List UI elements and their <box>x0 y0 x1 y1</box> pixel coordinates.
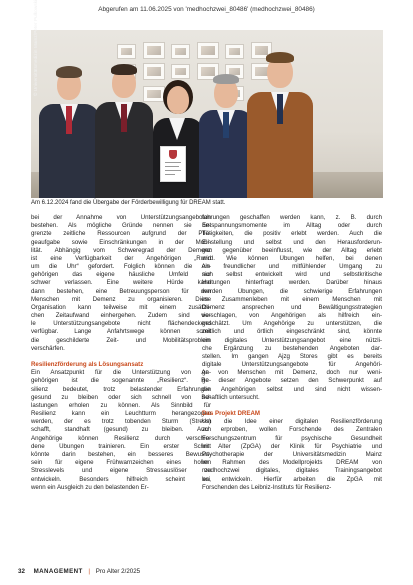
text-line: gen gegenüber beeinflusst, wie der Alltag erlebt <box>202 246 382 254</box>
person-icon <box>245 46 315 198</box>
text-line: Forschungszentrum für psychische Gesundheit <box>202 434 382 442</box>
text-line: digitale Unterstützungsangebote für Angehöri- <box>202 361 382 369</box>
text-line: zu erproben, wollen Forschende des Zentralen <box>202 426 382 434</box>
text-line: grenzte zeitliche Ressourcen aufgrund der Pfle- <box>31 230 211 238</box>
text-line: dene Übungen trainieren. Ein erster Schritt <box>31 442 211 450</box>
photo-credit: © Universitätsmedizin Mainz/Peter Pulkowski <box>33 0 38 96</box>
text-line: fahrungen geschaffen werden kann, z. B. durch <box>202 214 382 221</box>
text-line: entwickeln. Besonders hilfreich scheint es, <box>31 475 211 483</box>
text-line: Psychotherapie der Universitätsmedizin Mainz <box>202 450 382 458</box>
text-line: dann bestehen, eine Betreuungsperson für den <box>31 287 211 295</box>
text-line: bestehen. Als mögliche Gründe nennen sie be- <box>31 222 211 230</box>
text-line: Haltungen hinterfragt werden. Darüber hinaus <box>202 279 382 287</box>
text-line: gehörigen ist die sogenannte „Resilienz“. Re- <box>31 377 211 385</box>
footer-separator: | <box>88 568 90 575</box>
page-footer <box>18 568 140 575</box>
text-line: chen Zeitaufwand einhergehen. Zudem sind vie- <box>31 312 211 320</box>
text-line: um die Uhr“ gefordert. Folglich können die An- <box>31 263 211 271</box>
text-line: Forschenden des Leibniz-Instituts für Resilienz- <box>202 483 332 491</box>
text-line: Einstellung und selbst und den Herausforderun- <box>202 238 382 246</box>
person-icon <box>37 62 101 198</box>
text-line: die Angehörigen selbst und sind nicht wissen- <box>202 385 382 393</box>
text-line: ge dieser Angebote setzen den Schwerpunkt auf <box>202 377 382 385</box>
text-line: Stresslevels und eigene Stressauslöser zu <box>31 467 211 475</box>
text-line: lität. Abhängig vom Schweregrad der Demenz <box>31 246 211 254</box>
text-line: gesund zu bleiben oder sich schnell von Be- <box>31 393 211 401</box>
access-note: Abgerufen am 11.06.2025 von 'medhochzwei_80486' (medhochzwei_80486) <box>98 6 315 13</box>
text-line: Demenz ansprechen und Bewältigungsstrategien <box>202 303 382 311</box>
text-line: ge von Menschen mit Demenz, doch nur weni- <box>202 369 382 377</box>
section-heading: Resilienzförderung als Lösungsansatz <box>31 361 144 369</box>
text-line: Angehörige können Resilienz durch verschie- <box>31 434 211 442</box>
text-line: gehörigen das eigene häusliche Umfeld nur <box>31 271 211 279</box>
text-line: verfügbar. Lange Anfahrtswege können somit <box>31 328 211 336</box>
section-heading: Das Projekt DREAM <box>202 410 261 418</box>
text-line: silienz bedeutet, trotz belastender Erfahrungen <box>31 385 211 393</box>
text-line: im Zusammenleben mit einem Menschen mit <box>202 295 382 303</box>
text-column-left <box>31 214 211 492</box>
text-line: im Alter (ZpGA) der Klinik für Psychiatrie und <box>202 442 382 450</box>
text-line: werden Übungen, die schwierige Erfahrungen <box>202 287 382 295</box>
text-line: che Ergänzung zu bestehenden Angeboten dar- <box>202 344 382 352</box>
text-line: wird. Wie können Übungen helfen, bei denen <box>202 254 382 262</box>
text-line: le Unterstützungsangebote nicht flächendeckend <box>31 320 211 328</box>
text-line: zeitlich und örtlich eingeschränkt sind, könnte <box>202 328 382 336</box>
text-line: im Rahmen des Modellprojekts DREAM von <box>202 459 382 467</box>
certificate-document <box>160 146 186 182</box>
text-column-right <box>202 214 382 492</box>
text-line: verschärfen. <box>31 344 65 352</box>
text-line: sein für eigene Frühwarnzeichen eines hohen <box>31 459 211 467</box>
text-line: ist eine Verfügbarkeit der Angehörigen „Rund <box>31 254 211 262</box>
text-line: geaufgabe sowie Einschränkungen in der Mobi- <box>31 238 211 246</box>
text-line: wenn ein Ausgleich zu den belastenden Er- <box>31 483 149 491</box>
text-line: schwer verlassen. Eine weitere Hürde kann <box>31 279 211 287</box>
person-icon <box>93 58 155 198</box>
text-line: sich selbst entwickelt wird und selbstkritische <box>202 271 382 279</box>
text-line: schafft, standhaft (gesund) zu bleiben. Auch <box>31 426 211 434</box>
text-line: geschätzt. Um Angehörige zu unterstützen, die <box>202 320 382 328</box>
group-photo <box>31 30 383 198</box>
text-line: könnte darin bestehen, ein besseres Bewusst- <box>31 450 211 458</box>
text-line: schaftlich untersucht. <box>202 393 260 401</box>
text-line: Organisation kann teilweise mit einem zusätzli- <box>31 303 211 311</box>
text-line: stellen. Im gangen Ajzg Stores gibt es bereits <box>202 352 382 360</box>
text-line: die geschilderte Zeit- und Mobilitätsproblem <box>31 336 211 344</box>
text-line: bei entwickeln. Hierfür arbeiten die ZpGA mit <box>202 475 382 483</box>
text-line: medhochzwei digitales, digitales Trainingsangebot <box>202 467 382 475</box>
text-line: ein freundlicher und mitfühlender Umgang zu <box>202 263 382 271</box>
text-line: Menschen mit Demenz zu organisieren. Diese <box>31 295 211 303</box>
text-line: werden, der es trotz tobenden Sturm (Stress) <box>31 418 211 426</box>
text-line: Entspannungsmomente im Alltag oder durch <box>202 222 382 230</box>
text-line: lastungen erholen zu können. Als Sinnbild für <box>31 401 211 409</box>
text-line: Tätigkeiten, die positiv erlebt werden. Auch die <box>202 230 382 238</box>
text-line: Ein Ansatzpunkt für die Unterstützung von An- <box>31 369 211 377</box>
text-line: Um die Idee einer digitalen Resilienzförderung <box>202 418 382 426</box>
publication-name: Pro Alter 2/2025 <box>95 568 141 575</box>
photo-caption: Am 6.12.2024 fand die Übergabe der Förderbewilligung für DREAM statt. <box>31 200 226 206</box>
text-line: Resilienz kann ein Leuchtturm herangezogen <box>31 410 211 418</box>
page-number: 32 <box>18 568 25 575</box>
section-name: MANAGEMENT <box>33 568 83 575</box>
text-line: bei der Annahme von Unterstützungsangeboten <box>31 214 211 221</box>
text-line: ein digitales Unterstützungsangebot eine nützli- <box>202 336 382 344</box>
text-line: vorschlagen, von Angehörigen als hilfreich ein- <box>202 312 382 320</box>
